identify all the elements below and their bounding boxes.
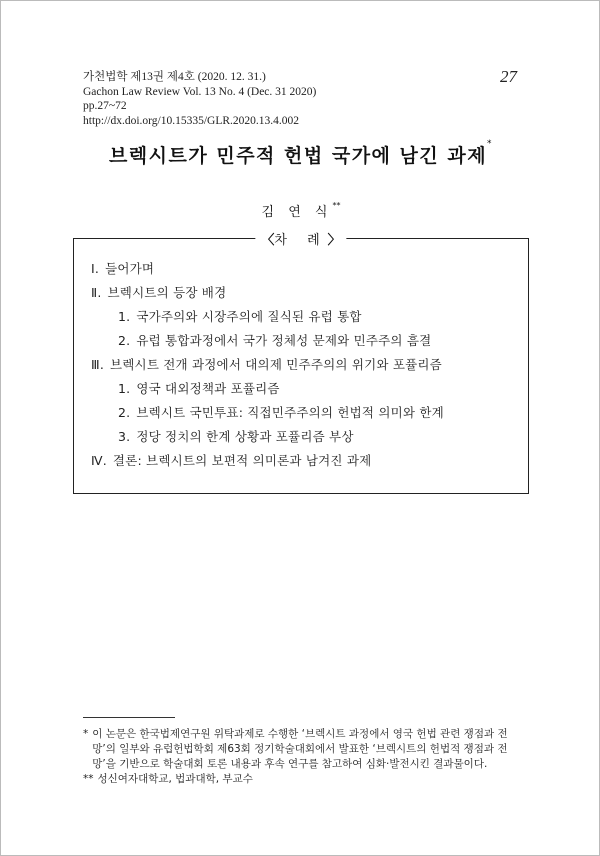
page-number: 27 bbox=[500, 67, 517, 86]
toc-item[interactable] bbox=[118, 307, 362, 325]
author-footnote-mark[interactable]: ** bbox=[332, 201, 341, 210]
footnote-text: 이 논문은 한국법제연구원 위탁과제로 수행한 ‘브렉시트 과정에서 영국 헌법 관련 쟁점과 전망’의 일부와 유럽헌법학회 제63회 정기학술대회에서 발표한 ‘브렉시트의 헌법적 쟁점과 전망’을 기반으로 학술대회 토론 내용과 후속 연구를 참고하여 심화·발전시킨 결과물이다. bbox=[92, 728, 508, 770]
toc-item-text: 국가주의와 시장주의에 질식된 유럽 통합 bbox=[136, 309, 362, 324]
toc-item[interactable] bbox=[118, 403, 444, 421]
paper-title bbox=[1, 141, 600, 168]
toc-item-number: 2. bbox=[118, 405, 131, 420]
footnote-divider bbox=[83, 717, 175, 718]
toc-item-text: 브렉시트 전개 과정에서 대의제 민주주의의 위기와 포퓰리즘 bbox=[110, 357, 442, 372]
footnote-text: 성신여자대학교, 법과대학, 부교수 bbox=[97, 773, 253, 785]
footnote-mark: * bbox=[83, 728, 89, 740]
toc-item[interactable] bbox=[91, 451, 371, 469]
right-angle-icon: 〉 bbox=[327, 233, 341, 248]
footnote-item bbox=[83, 727, 523, 772]
toc-item-number: 2. bbox=[118, 333, 131, 348]
toc-item-text: 정당 정치의 한계 상황과 포퓰리즘 부상 bbox=[136, 429, 354, 444]
toc-item-text: 들어가며 bbox=[105, 261, 155, 276]
footnote-mark: ** bbox=[83, 773, 94, 785]
left-angle-icon: 〈 bbox=[261, 233, 275, 248]
toc-item[interactable] bbox=[91, 355, 442, 373]
toc-item-number: 3. bbox=[118, 429, 131, 444]
toc-item[interactable] bbox=[91, 283, 226, 301]
journal-citation-en: Gachon Law Review Vol. 13 No. 4 (Dec. 31 2020) bbox=[83, 85, 317, 98]
toc-item-number: Ⅲ. bbox=[91, 357, 104, 372]
toc-item-number: Ⅰ. bbox=[91, 261, 100, 276]
author-name: 김 연 식 bbox=[261, 205, 333, 220]
toc-item-number: 1. bbox=[118, 381, 131, 396]
paper-title-text: 브렉시트가 민주적 헌법 국가에 남긴 과제 bbox=[108, 145, 488, 167]
toc-item[interactable] bbox=[91, 259, 154, 277]
toc-item-text: 브렉시트 국민투표: 직접민주주의의 헌법적 의미와 한계 bbox=[136, 405, 444, 420]
page-range: pp.27~72 bbox=[83, 100, 127, 112]
toc-item-number: Ⅱ. bbox=[91, 285, 102, 300]
title-footnote-mark[interactable]: * bbox=[487, 139, 494, 149]
table-of-contents bbox=[73, 233, 529, 494]
toc-item[interactable] bbox=[118, 379, 280, 397]
toc-item-text: 브렉시트의 등장 배경 bbox=[107, 285, 227, 300]
toc-item-number: Ⅳ. bbox=[91, 453, 107, 468]
author-line bbox=[1, 201, 600, 220]
journal-header bbox=[83, 70, 316, 128]
journal-citation-ko: 가천법학 제13권 제4호 (2020. 12. 31.) bbox=[83, 71, 266, 83]
toc-item-number: 1. bbox=[118, 309, 131, 324]
footnotes bbox=[83, 727, 523, 787]
toc-heading-text: 차 례 bbox=[274, 233, 328, 248]
toc-heading bbox=[255, 229, 346, 248]
toc-item-text: 결론: 브렉시트의 보편적 의미론과 남겨진 과제 bbox=[112, 453, 372, 468]
toc-item[interactable] bbox=[118, 427, 354, 445]
doi-link[interactable]: http://dx.doi.org/10.15335/GLR.2020.13.4.002 bbox=[83, 114, 300, 127]
toc-item-text: 영국 대외정책과 포퓰리즘 bbox=[136, 381, 280, 396]
toc-item[interactable] bbox=[118, 331, 431, 349]
toc-item-text: 유럽 통합과정에서 국가 정체성 문제와 민주주의 흠결 bbox=[136, 333, 432, 348]
footnote-item bbox=[83, 772, 523, 787]
